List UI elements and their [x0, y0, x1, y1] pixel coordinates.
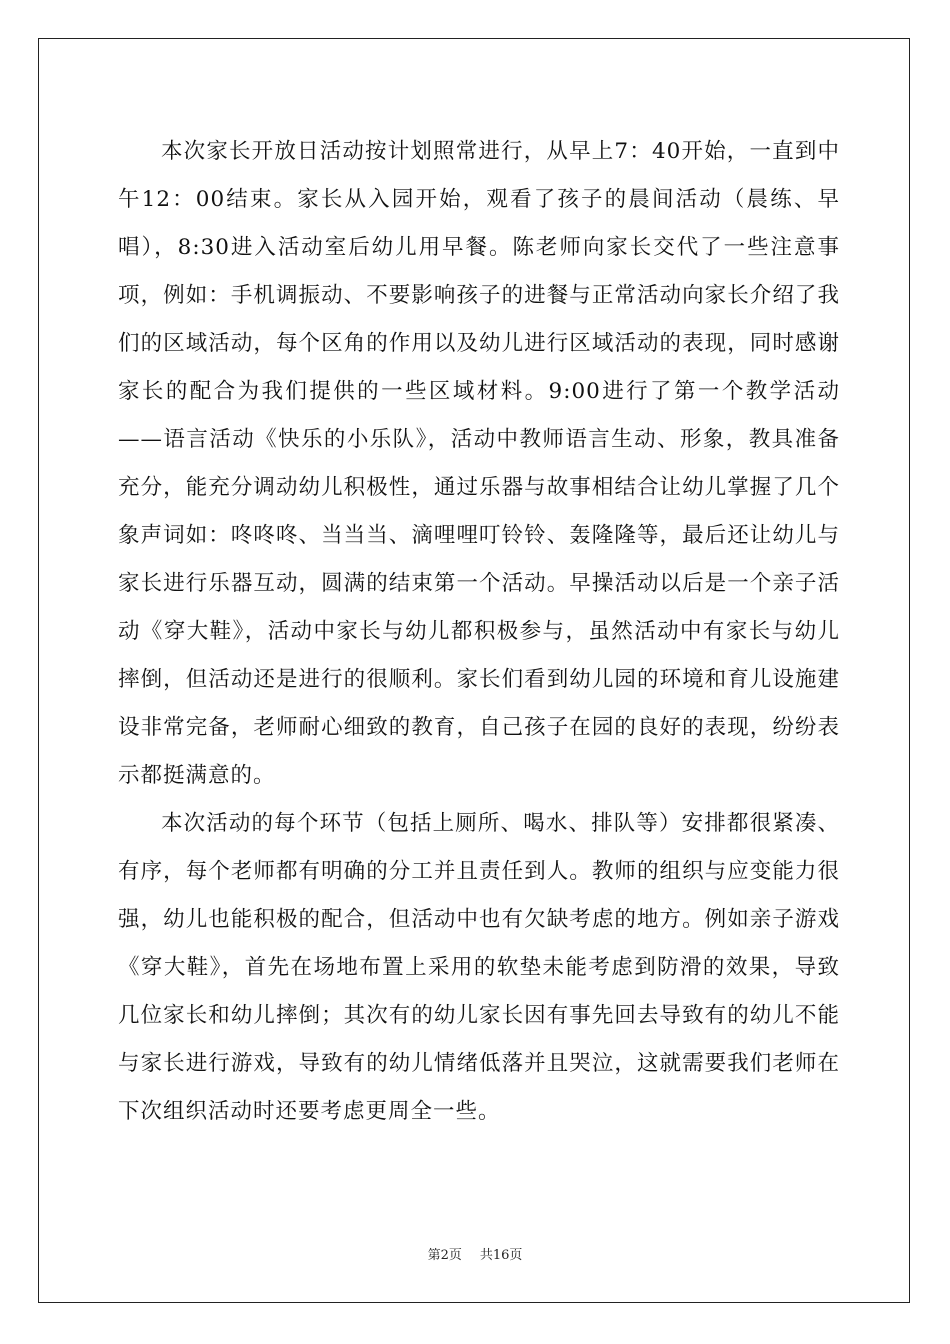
page-footer — [0, 1247, 950, 1265]
paragraph-1: 本次家长开放日活动按计划照常进行，从早上7：40开始，一直到中午12：00结束。家长从入园开始，观看了孩子的晨间活动（晨练、早唱），8:30进入活动室后幼儿用早餐。陈老师向家长交代了一些注意事项，例如：手机调振动、不要影响孩子的进餐与正常活动向家长介绍了我们的区域活动，每个区角的作用以及幼儿进行区域活动的表现，同时感谢家长的配合为我们提供的一些区域材料。9:00进行了第一个教学活动——语言活动《快乐的小乐队》，活动中教师语言生动、形象，教具准备充分，能充分调动幼儿积极性，通过乐器与故事相结合让幼儿掌握了几个象声词如：咚咚咚、当当当、滴哩哩叮铃铃、轰隆隆等，最后还让幼儿与家长进行乐器互动，圆满的结束第一个活动。早操活动以后是一个亲子活动《穿大鞋》，活动中家长与幼儿都积极参与，虽然活动中有家长与幼儿摔倒，但活动还是进行的很顺利。家长们看到幼儿园的环境和育儿设施建设非常完备，老师耐心细致的教育，自己孩子在园的良好的表现，纷纷表示都挺满意的。 — [118, 139, 840, 788]
paragraph-2: 本次活动的每个环节（包括上厕所、喝水、排队等）安排都很紧凑、有序，每个老师都有明确的分工并且责任到人。教师的组织与应变能力很强，幼儿也能积极的配合，但活动中也有欠缺考虑的地方。例如亲子游戏《穿大鞋》，首先在场地布置上采用的软垫未能考虑到防滑的效果，导致几位家长和幼儿摔倒；其次有的幼儿家长因有事先回去导致有的幼儿不能与家长进行游戏，导致有的幼儿情绪低落并且哭泣，这就需要我们老师在下次组织活动时还要考虑更周全一些。 — [118, 811, 840, 1124]
page-total: 共16页 — [479, 1248, 523, 1263]
document-body — [118, 128, 840, 1136]
page-number: 第2页 — [427, 1248, 462, 1263]
